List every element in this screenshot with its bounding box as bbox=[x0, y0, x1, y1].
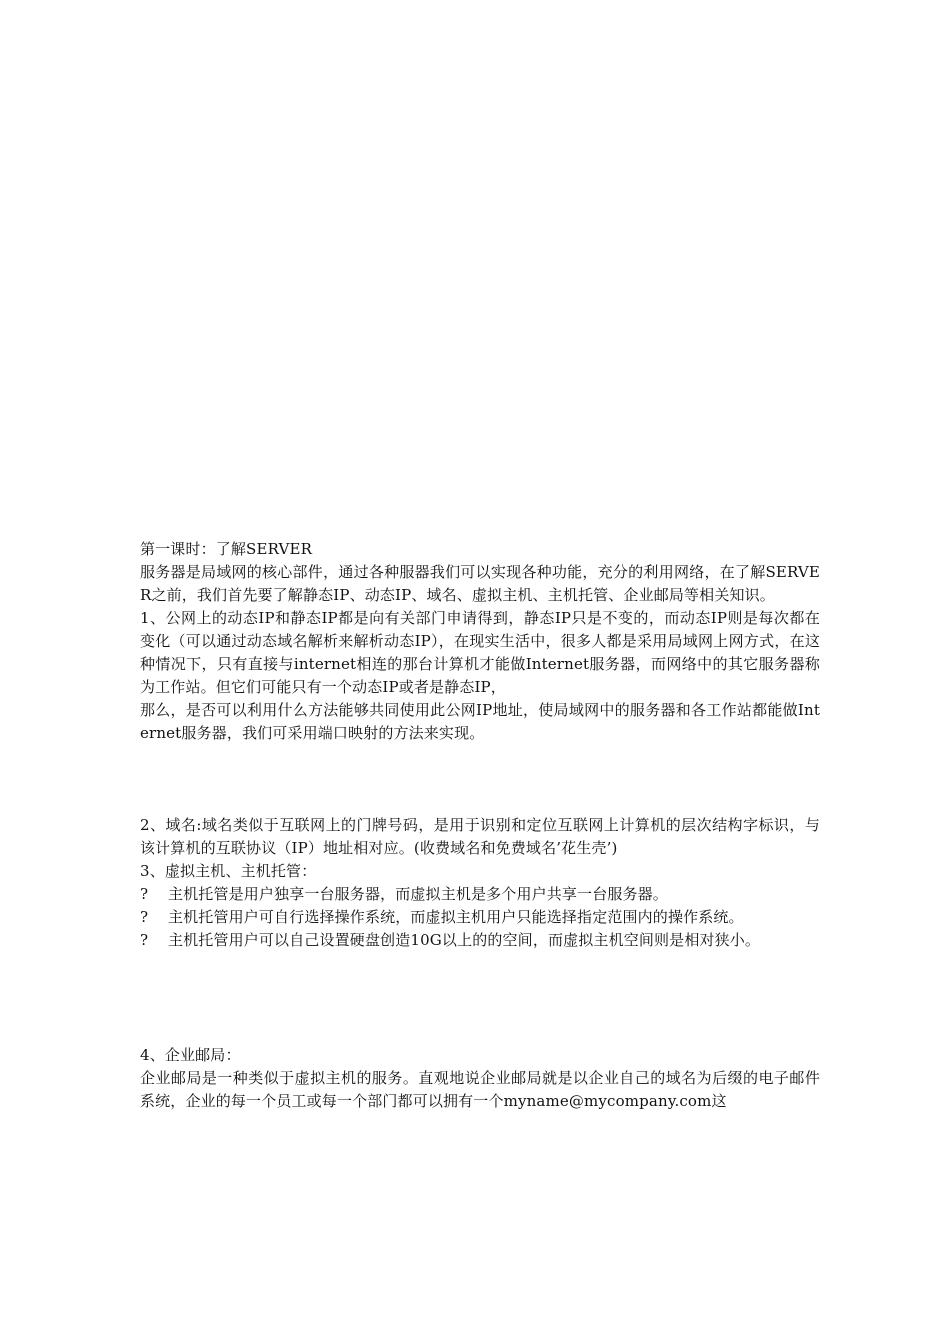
domain-paragraph: 2、域名:域名类似于互联网上的门牌号码，是用于识别和定位互联网上计算机的层次结构字标识，与该计算机的互联协议（IP）地址相对应。(收费域名和免费域名’花生壳’) bbox=[140, 816, 820, 857]
ip-section-paragraph: 1、公网上的动态IP和静态IP都是向有关部门申请得到，静态IP只是不变的，而动态IP则是每次都在变化（可以通过动态域名解析来解析动态IP），在现实生活中，很多人都是采用局域网上网方式，在这种情况下，只有直接与internet相连的那台计算机才能做Internet服务器，而网络中的其它服务器称为工作站。但它们可能只有一个动态IP或者是静态IP， bbox=[140, 609, 820, 696]
virtual-host-heading: 3、虚拟主机、主机托管： bbox=[140, 862, 317, 880]
bullet-text: 主机托管用户可自行选择操作系统，而虚拟主机用户只能选择指定范围内的操作系统。 bbox=[168, 908, 744, 926]
bullet-text: 主机托管用户可以自己设置硬盘创造10G以上的的空间，而虚拟主机空间则是相对狭小。 bbox=[168, 931, 761, 949]
bullet-item bbox=[140, 883, 820, 906]
lesson-heading: 第一课时：了解SERVER bbox=[140, 540, 313, 558]
email-paragraph: 企业邮局是一种类似于虚拟主机的服务。直观地说企业邮局就是以企业自己的域名为后缀的电子邮件系统，企业的每一个员工或每一个部门都可以拥有一个myname@mycompany.com这 bbox=[140, 1069, 820, 1110]
bullet-mark: ? bbox=[140, 885, 149, 903]
bullet-item bbox=[140, 929, 820, 952]
bullet-item bbox=[140, 906, 820, 929]
ip-question-paragraph: 那么，是否可以利用什么方法能够共同使用此公网IP地址，使局域网中的服务器和各工作站都能做Internet服务器，我们可采用端口映射的方法来实现。 bbox=[140, 701, 820, 742]
document-content bbox=[140, 538, 820, 1113]
bullet-mark: ? bbox=[140, 931, 149, 949]
section-gap bbox=[140, 745, 820, 814]
email-heading: 4、企业邮局： bbox=[140, 1046, 241, 1064]
section-gap bbox=[140, 952, 820, 1044]
intro-paragraph: 服务器是局域网的核心部件，通过各种服器我们可以实现各种功能，充分的利用网络，在了解SERVER之前，我们首先要了解静态IP、动态IP、域名、虚拟主机、主机托管、企业邮局等相关知识。 bbox=[140, 563, 820, 604]
bullet-mark: ? bbox=[140, 908, 149, 926]
bullet-text: 主机托管是用户独享一台服务器，而虚拟主机是多个用户共享一台服务器。 bbox=[168, 885, 668, 903]
